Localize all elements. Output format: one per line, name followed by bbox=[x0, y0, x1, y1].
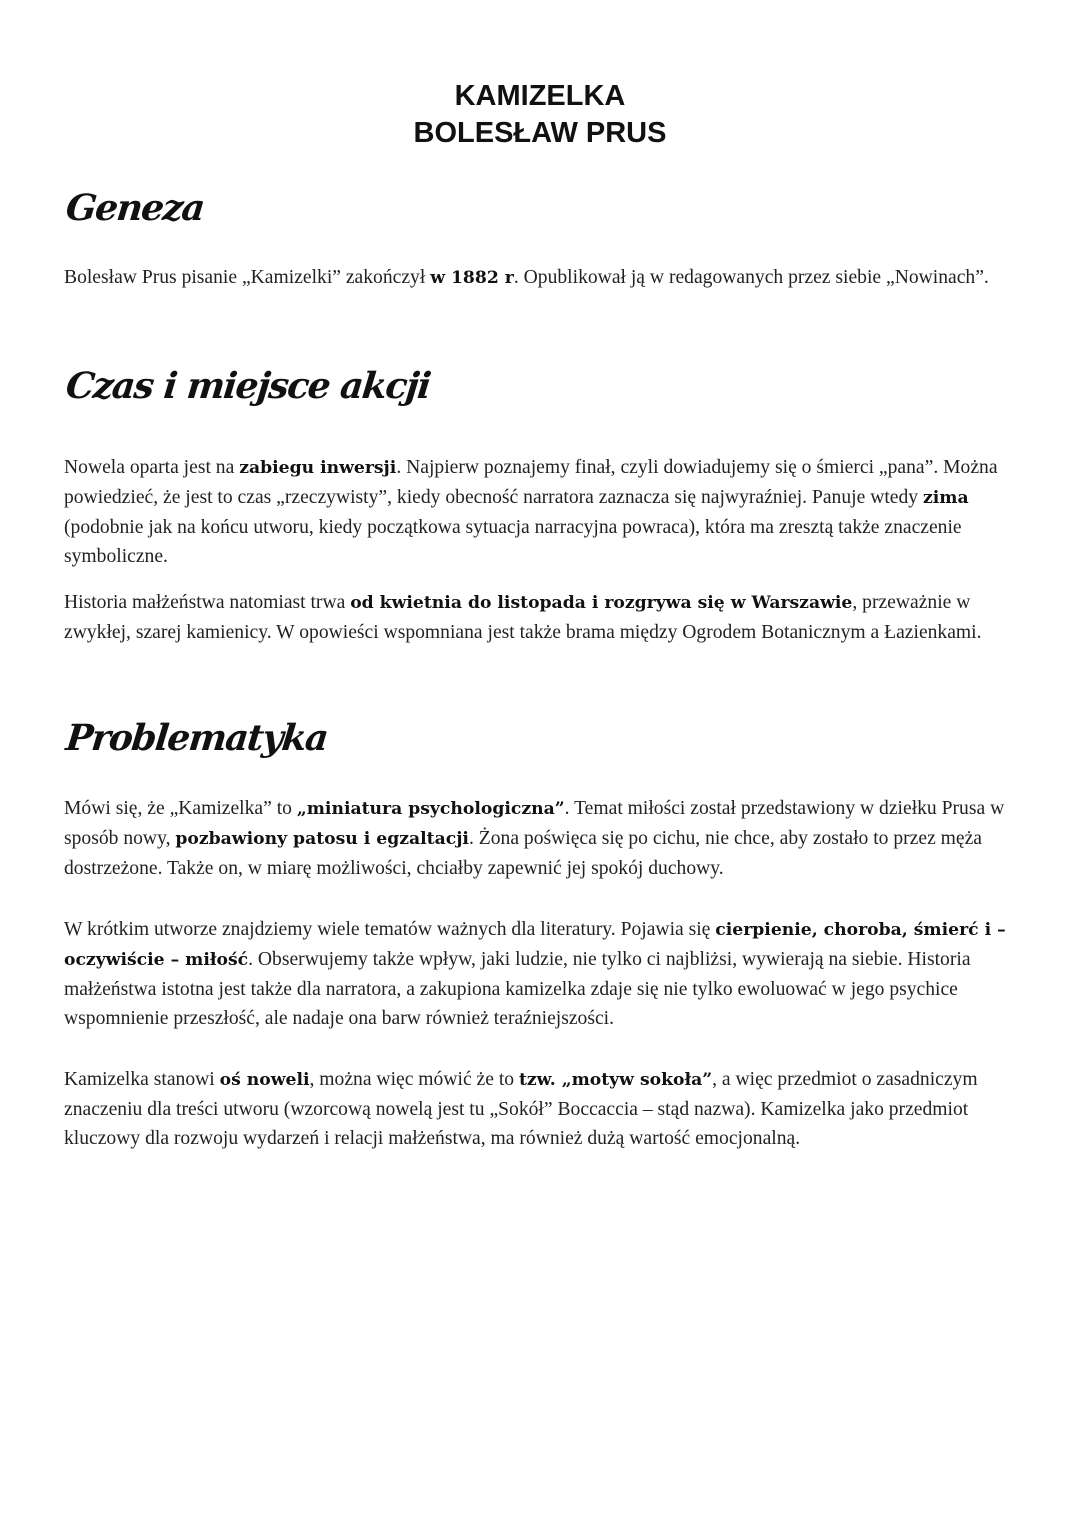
paragraph-problematyka-1 bbox=[64, 794, 1024, 883]
bold-phrase: w 1882 r bbox=[430, 268, 514, 288]
bold-phrase: zabiegu inwersji bbox=[239, 458, 397, 478]
text-run: , można więc mówić że to bbox=[309, 1069, 519, 1090]
bold-phrase: tzw. „motyw sokoła” bbox=[518, 1070, 713, 1090]
text-run: . Temat miłości został przedstawiony w dziełku Prusa w sposób nowy, bbox=[64, 798, 1005, 849]
paragraph-problematyka-2 bbox=[64, 915, 1024, 1033]
bold-phrase: pozbawiony patosu i egzaltacji bbox=[175, 829, 469, 849]
text-run: . Obserwujemy także wpływ, jaki ludzie, nie tylko ci najbliżsi, wywierają na siebie. Historia małżeństwa istotna jest także dla narratora, a zakupiona kamizelka zdaje się nie tylko ewoluować w jego psychice wspomnienie przeszłość, ale nadaje ona barw również teraźniejszości. bbox=[64, 949, 971, 1029]
paragraph-czas-1 bbox=[64, 453, 1024, 571]
text-run: , przeważnie w zwykłej, szarej kamienicy. W opowieści wspomniana jest także brama między Ogrodem Botanicznym a Łazienkami. bbox=[64, 592, 982, 643]
text-run: . Żona poświęca się po cichu, nie chce, aby zostało to przez męża dostrzeżone. Także on, w miarę możliwości, chciałby zapewnić jej spokój duchowy. bbox=[64, 828, 982, 879]
bold-phrase: zima bbox=[922, 488, 969, 508]
text-run: Mówi się, że „Kamizelka” to bbox=[64, 798, 297, 819]
text-run: W krótkim utworze znajdziemy wiele tematów ważnych dla literatury. Pojawia się bbox=[64, 919, 716, 940]
text-run: (podobnie jak na końcu utworu, kiedy początkowa sytuacja narracyjna powraca), która ma zresztą także znaczenie symboliczne. bbox=[64, 517, 962, 567]
paragraph-problematyka-3 bbox=[64, 1065, 1024, 1153]
bold-phrase: „miniatura psychologiczna” bbox=[296, 799, 565, 819]
title-line-2: BOLESŁAW PRUS bbox=[413, 117, 667, 149]
text-run: Nowela oparta jest na bbox=[64, 457, 240, 478]
text-run: . Najpierw poznajemy finał, czyli dowiadujemy się o śmierci „pana”. Można powiedzieć, że jest to czas „rzeczywisty”, kiedy obecność narratora zaznacza się najwyraźniej. Panuje wtedy bbox=[64, 457, 998, 508]
paragraph-geneza-1 bbox=[64, 263, 1024, 293]
text-run: , a więc przedmiot o zasadniczym znaczeniu dla treści utworu (wzorcową nowelą jest tu „Sokół” Boccaccia – stąd nazwa). Kamizelka jako przedmiot kluczowy dla rozwoju wydarzeń i relacji małżeństwa, ma również dużą wartość emocjonalną. bbox=[64, 1069, 978, 1149]
paragraph-czas-2 bbox=[64, 588, 1024, 647]
document-title bbox=[0, 78, 1080, 152]
bold-phrase: oś noweli bbox=[219, 1070, 310, 1090]
bold-phrase: od kwietnia do listopada i rozgrywa się w Warszawie bbox=[350, 593, 853, 613]
heading-problematyka: Problematyka bbox=[63, 717, 330, 759]
bold-phrase: cierpienie, choroba, śmierć i – oczywiście – miłość bbox=[64, 920, 1006, 970]
title-line-1: KAMIZELKA bbox=[454, 80, 626, 112]
heading-czas-i-miejsce-akcji: Czas i miejsce akcji bbox=[63, 365, 432, 407]
text-run: Bolesław Prus pisanie „Kamizelki” zakończył bbox=[64, 267, 431, 288]
text-run: . Opublikował ją w redagowanych przez siebie „Nowinach”. bbox=[513, 267, 989, 288]
text-run: Historia małżeństwa natomiast trwa bbox=[64, 592, 351, 613]
text-run: Kamizelka stanowi bbox=[64, 1069, 220, 1090]
heading-geneza: Geneza bbox=[63, 187, 206, 229]
